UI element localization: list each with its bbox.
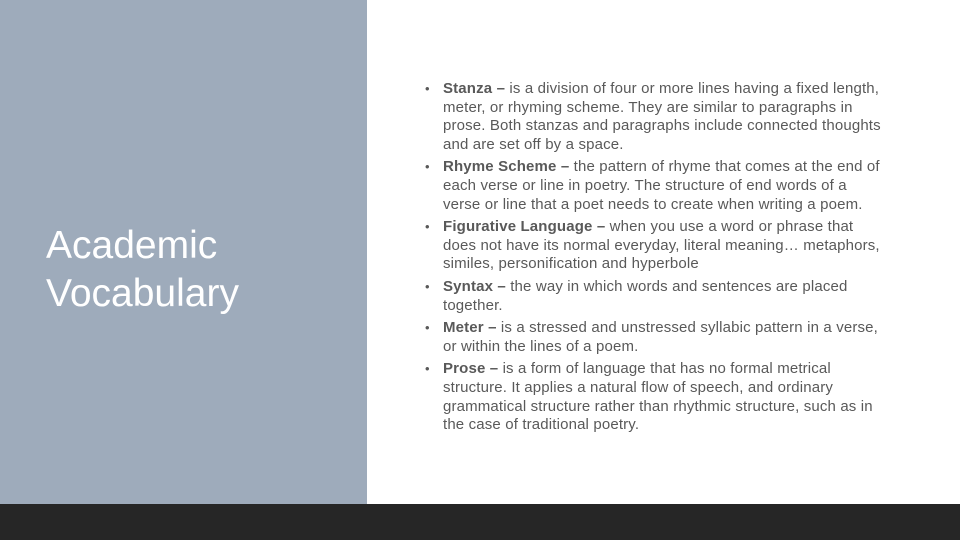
slide-title-line-1: Academic (46, 224, 218, 267)
bullet-icon: • (425, 81, 430, 96)
vocabulary-item-figurative-language (420, 218, 884, 274)
vocabulary-definition: is a form of language that has no formal metrical structure. It applies a natural flow of speech, and ordinary grammatical structure rather than rhythmic structure, such as in the case of traditional poetry. (443, 360, 873, 434)
vocabulary-term: Syntax – (443, 277, 506, 295)
vocabulary-definition: is a stressed and unstressed syllabic pattern in a verse, or within the lines of a poem. (443, 319, 878, 355)
vocabulary-term: Prose – (443, 360, 499, 378)
slide-title (46, 222, 239, 318)
vocabulary-item-meter (420, 319, 884, 356)
bullet-icon: • (425, 320, 430, 336)
vocabulary-item-syntax (420, 278, 884, 315)
vocabulary-definition: the pattern of rhyme that comes at the end of each verse or line in poetry. The structure of end words of a verse or line that a poet needs to create when writing a poem. (443, 158, 880, 213)
slide-title-line-2: Vocabulary (46, 272, 239, 315)
vocabulary-definition: when you use a word or phrase that does not have its normal everyday, literal meaning… metaphors, similes, personification and hyperbole (443, 218, 880, 273)
bullet-icon: • (425, 361, 430, 377)
vocabulary-term: Figurative Language – (443, 218, 606, 236)
title-panel (0, 0, 367, 504)
bullet-icon: • (425, 278, 430, 294)
vocabulary-term: Stanza – (443, 80, 506, 97)
vocabulary-list-container (420, 80, 884, 439)
vocabulary-definition: the way in which words and sentences are placed together. (443, 277, 848, 314)
bullet-icon: • (425, 219, 430, 235)
vocabulary-item-stanza (420, 80, 884, 154)
vocabulary-term: Meter – (443, 319, 497, 337)
bullet-icon: • (425, 159, 430, 175)
vocabulary-list (420, 80, 884, 435)
vocabulary-item-rhyme-scheme (420, 158, 884, 214)
vocabulary-definition: is a division of four or more lines having a fixed length, meter, or rhyming scheme. They are similar to paragraphs in prose. Both stanzas and paragraphs include connected thoughts and are set off by a space. (443, 80, 881, 153)
vocabulary-item-prose (420, 360, 884, 434)
bottom-bar (0, 504, 960, 540)
vocabulary-term: Rhyme Scheme – (443, 158, 570, 176)
